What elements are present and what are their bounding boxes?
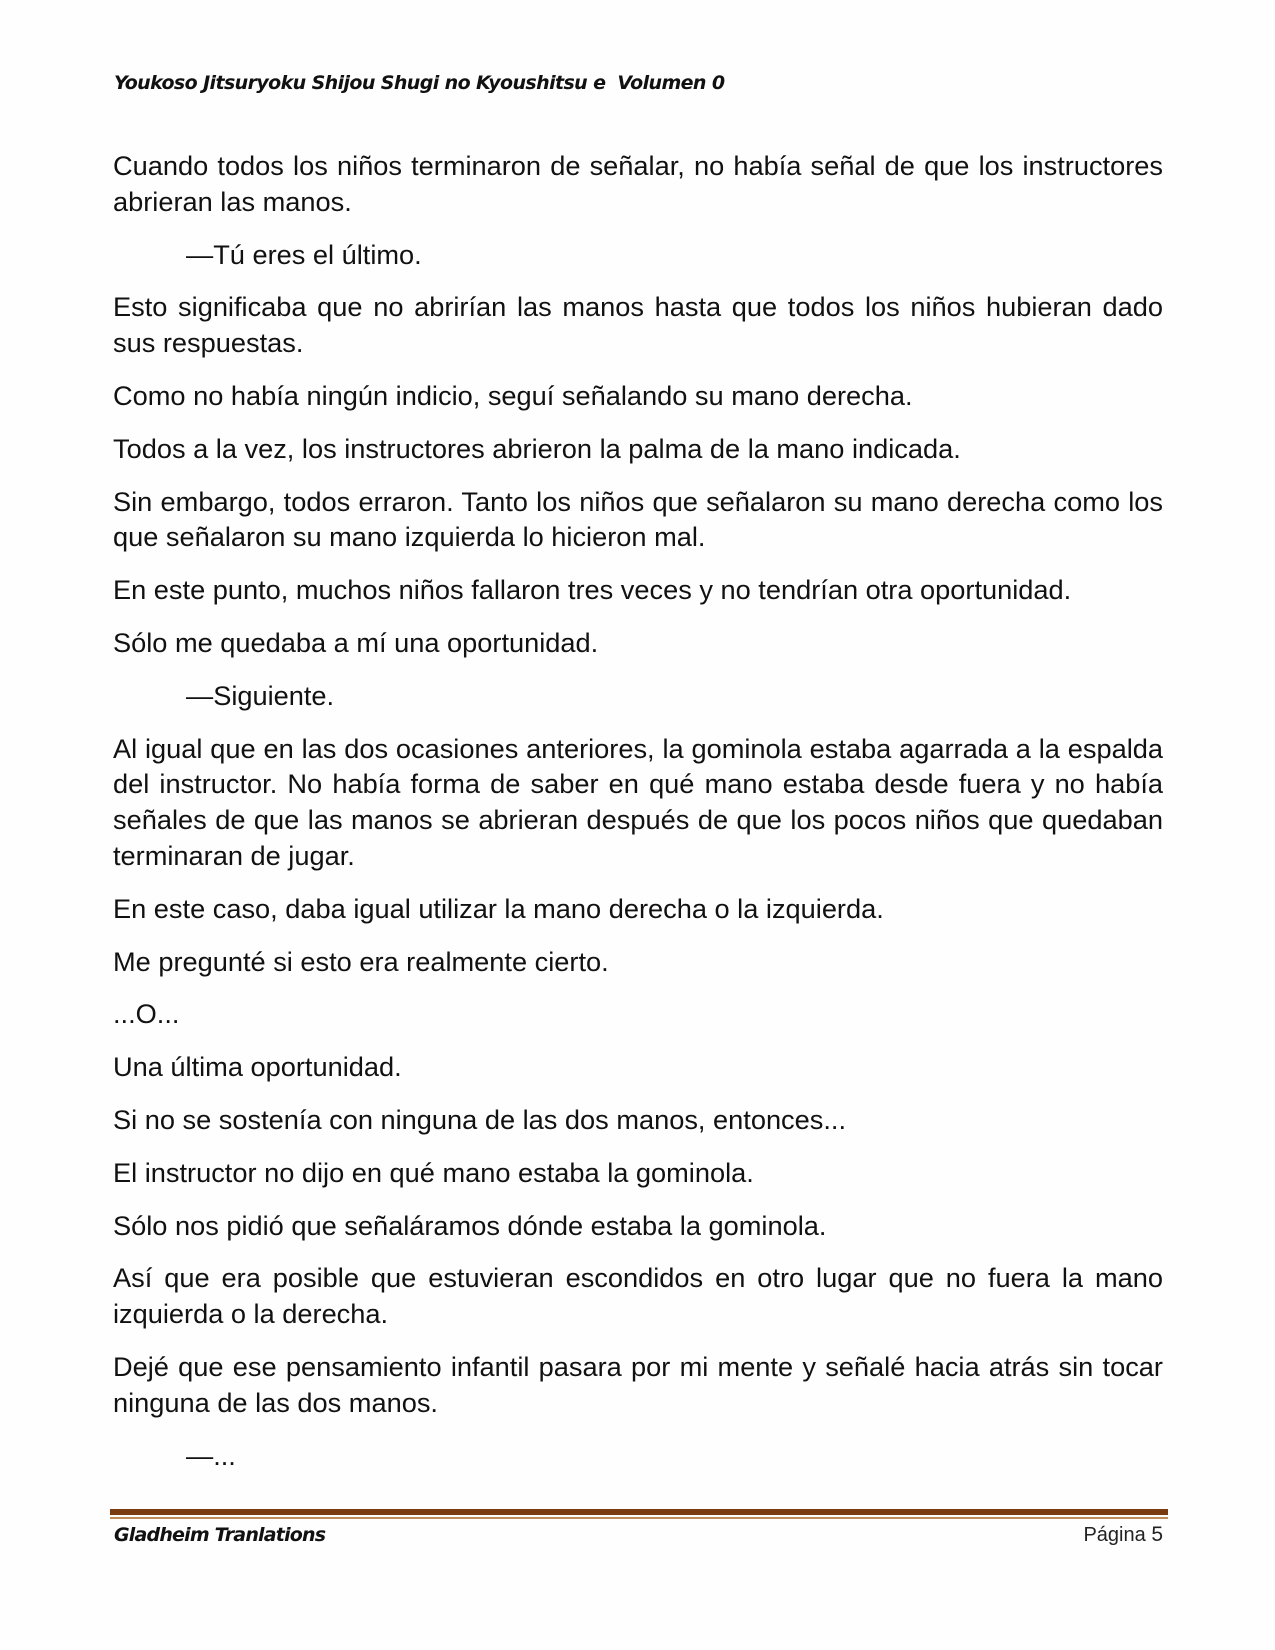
paragraph: Me pregunté si esto era realmente cierto. [113, 945, 609, 977]
paragraph: Sólo me quedaba a mí una oportunidad. [113, 626, 599, 658]
footer-divider [110, 1509, 1168, 1515]
footer-divider-thin [110, 1517, 1168, 1519]
page-label: Página [1083, 1524, 1146, 1546]
paragraph: Así que era posible que estuvieran escondidos en otro lugar que no fuera la mano izquierda o la derecha. [113, 1262, 1163, 1330]
footer-credit: Gladheim Tranlations [114, 1524, 326, 1546]
dialog-line: —Siguiente. [186, 679, 335, 711]
paragraph: Sin embargo, todos erraron. Tanto los niños que señalaron su mano derecha como los que señalaron su mano izquierda lo hicieron mal. [113, 485, 1163, 553]
paragraph: En este caso, daba igual utilizar la mano derecha o la izquierda. [113, 892, 884, 924]
dialog-line: —Tú eres el último. [186, 238, 422, 270]
paragraph: Esto significaba que no abrirían las manos hasta que todos los niños hubieran dado sus respuestas. [113, 291, 1163, 359]
paragraph: Si no se sostenía con ninguna de las dos manos, entonces... [113, 1103, 847, 1135]
paragraph: Como no había ningún indicio, seguí señalando su mano derecha. [113, 379, 913, 411]
paragraph: Al igual que en las dos ocasiones anteriores, la gominola estaba agarrada a la espalda del instructor. No había forma de saber en qué mano estaba desde fuera y no había señales de que las manos se abrieran después de que los pocos niños que quedaban terminaran de jugar. [113, 732, 1163, 871]
paragraph: Todos a la vez, los instructores abrieron la palma de la mano indicada. [113, 432, 961, 464]
paragraph: Una última oportunidad. [113, 1051, 402, 1083]
page-number-value: 5 [1151, 1523, 1163, 1546]
page-number [1083, 1523, 1163, 1547]
paragraph: Sólo nos pidió que señaláramos dónde estaba la gominola. [113, 1209, 827, 1241]
body-text [113, 148, 1163, 1490]
paragraph: ...O... [113, 998, 180, 1030]
paragraph: En este punto, muchos niños fallaron tres veces y no tendrían otra oportunidad. [113, 574, 1072, 606]
paragraph: El instructor no dijo en qué mano estaba la gominola. [113, 1156, 754, 1188]
dialog-line: —... [186, 1439, 236, 1471]
paragraph: Dejé que ese pensamiento infantil pasara por mi mente y señalé hacia atrás sin tocar ninguna de las dos manos. [113, 1350, 1163, 1418]
running-header: Youkoso Jitsuryoku Shijou Shugi no Kyoushitsu e Volumen 0 [114, 72, 725, 94]
paragraph: Cuando todos los niños terminaron de señalar, no había señal de que los instructores abrieran las manos. [113, 150, 1163, 217]
